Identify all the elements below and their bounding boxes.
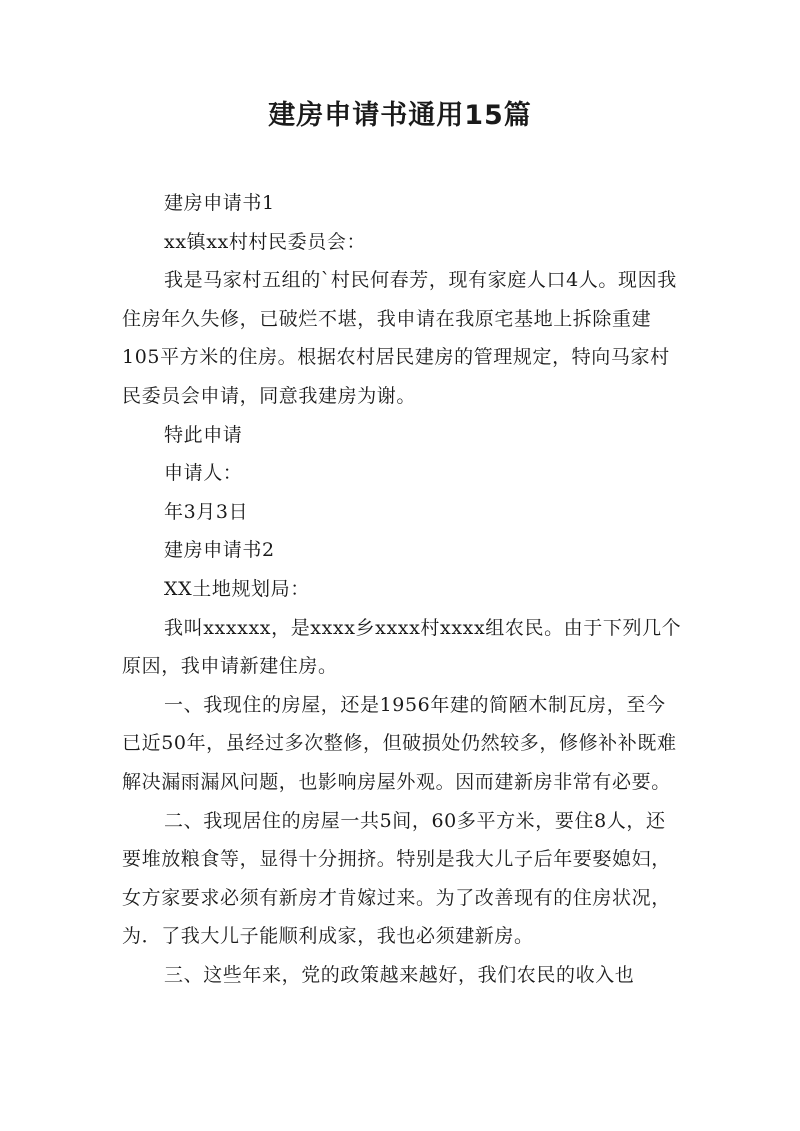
paragraph: 建房申请书2 [164,539,275,562]
paragraph: 我叫xxxxxx，是xxxx乡xxxx村xxxx组农民。由于下列几个原因，我申请新建住房。 [122,616,682,678]
paragraph: xx镇xx村村民委员会： [164,230,367,253]
paragraph: 特此申请 [164,423,243,446]
paragraph: 建房申请书1 [164,192,275,214]
document-body [122,184,682,994]
paragraph: 我是马家村五组的`村民何春芳，现有家庭人口4人。现因我住房年久失修，已破烂不堪，我申请在我原宅基地上拆除重建105平方米的住房。根据农村居民建房的管理规定，特向马家村民委员会申请，同意我建房为谢。 [122,269,677,407]
paragraph: 申请人： [164,462,243,485]
paragraph: 三、这些年来，党的政策越来越好，我们农民的收入也 [164,963,635,986]
paragraph: 一、我现住的房屋，还是1956年建的简陋木制瓦房，至今已近50年，虽经过多次整修，但破损处仍然较多，修修补补既难解决漏雨漏风问题，也影响房屋外观。因而建新房非常有必要。 [122,693,677,793]
paragraph: 二、我现居住的房屋一共5间，60多平方米，要住8人，还要堆放粮食等，显得十分拥挤。特别是我大儿子后年要娶媳妇，女方家要求必须有新房才肯嫁过来。为了改善现有的住房状况，为．了我大儿子能顺利成家，我也必须建新房。 [122,809,671,948]
paragraph: XX土地规划局： [164,577,310,600]
paragraph: 年3月3日 [164,500,249,523]
document-title: 建房申请书通用15篇 [268,100,532,131]
